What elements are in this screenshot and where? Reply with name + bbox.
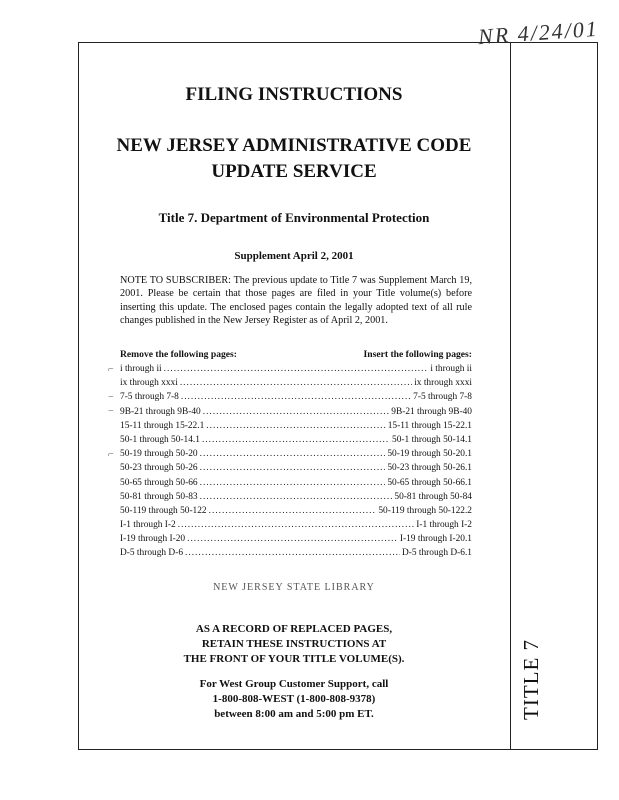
support-notice bbox=[78, 677, 510, 722]
leader-dots bbox=[164, 362, 429, 376]
leader-dots bbox=[206, 419, 385, 433]
insert-range: 50-65 through 50-66.1 bbox=[387, 477, 472, 488]
list-item bbox=[120, 376, 472, 390]
code-title-line1: NEW JERSEY ADMINISTRATIVE CODE bbox=[116, 135, 472, 156]
tab-divider bbox=[510, 42, 511, 750]
title-tab-label: TITLE 7 bbox=[519, 638, 543, 720]
remove-range: 15-11 through 15-22.1 bbox=[120, 420, 205, 431]
leader-dots bbox=[200, 490, 393, 504]
list-item bbox=[120, 490, 472, 504]
supplement-date: Supplement April 2, 2001 bbox=[234, 250, 354, 262]
list-item bbox=[120, 390, 472, 404]
list-item bbox=[120, 433, 472, 447]
list-item bbox=[120, 504, 472, 518]
code-title bbox=[78, 133, 510, 185]
leader-dots bbox=[209, 504, 377, 518]
leader-dots bbox=[187, 532, 398, 546]
record-line1: AS A RECORD OF REPLACED PAGES, bbox=[195, 623, 393, 635]
list-item bbox=[120, 461, 472, 475]
insert-range: 15-11 through 15-22.1 bbox=[387, 420, 472, 431]
handwritten-date: NR 4/24/01 bbox=[477, 15, 600, 50]
insert-range: D-5 through D-6.1 bbox=[401, 548, 472, 559]
leader-dots bbox=[200, 476, 386, 490]
remove-range: 9B-21 through 9B-40 bbox=[120, 406, 201, 417]
list-item bbox=[120, 476, 472, 490]
remove-range: 50-23 through 50-26 bbox=[120, 463, 198, 474]
list-item bbox=[120, 419, 472, 433]
remove-range: 50-81 through 50-83 bbox=[120, 491, 198, 502]
support-hours: between 8:00 am and 5:00 pm ET. bbox=[214, 708, 374, 720]
list-item bbox=[120, 405, 472, 419]
code-title-line2: UPDATE SERVICE bbox=[211, 161, 377, 182]
insert-header: Insert the following pages: bbox=[363, 349, 472, 360]
remove-header: Remove the following pages: bbox=[120, 349, 237, 360]
column-headers bbox=[120, 349, 472, 360]
insert-range: i through ii bbox=[430, 364, 472, 374]
remove-range: i through ii bbox=[120, 364, 162, 374]
list-item bbox=[120, 362, 472, 376]
leader-dots bbox=[200, 461, 386, 475]
leader-dots bbox=[185, 546, 400, 560]
insert-range: 50-23 through 50-26.1 bbox=[387, 463, 472, 474]
insert-range: 50-119 through 50-122.2 bbox=[378, 505, 472, 516]
remove-range: 50-119 through 50-122 bbox=[120, 505, 207, 516]
leader-dots bbox=[180, 376, 412, 390]
record-notice bbox=[78, 622, 510, 667]
insert-range: I-1 through I-2 bbox=[416, 520, 472, 531]
check-mark: − bbox=[108, 406, 114, 417]
record-line3: THE FRONT OF YOUR TITLE VOLUME(S). bbox=[183, 653, 405, 665]
support-line1: For West Group Customer Support, call bbox=[199, 678, 389, 690]
remove-range: 50-19 through 50-20 bbox=[120, 449, 198, 460]
record-line2: RETAIN THESE INSTRUCTIONS AT bbox=[201, 638, 387, 650]
library-stamp: NEW JERSEY STATE LIBRARY bbox=[213, 582, 375, 593]
insert-range: ix through xxxi bbox=[414, 378, 472, 389]
insert-range: 50-81 through 50-84 bbox=[394, 491, 472, 502]
insert-range: 50-1 through 50-14.1 bbox=[392, 434, 472, 445]
remove-range: ix through xxxi bbox=[120, 378, 178, 389]
leader-dots bbox=[203, 405, 390, 419]
support-phone: 1-800-808-WEST (1-800-808-9378) bbox=[212, 693, 376, 705]
page-heading: FILING INSTRUCTIONS bbox=[185, 84, 403, 105]
remove-range: 7-5 through 7-8 bbox=[120, 392, 179, 403]
subscriber-note: NOTE TO SUBSCRIBER: The previous update to Title 7 was Supplement March 19, 2001. Please be certain that those pages are filed in your Title volume(s) before inserting this update. The enclosed pages contain the legally adopted text of all rule changes published in the New Jersey Register as of April 2, 2001. bbox=[120, 275, 472, 327]
check-mark: ⌐ bbox=[108, 449, 114, 460]
insert-range: I-19 through I-20.1 bbox=[399, 534, 472, 545]
leader-dots bbox=[202, 433, 390, 447]
list-item bbox=[120, 532, 472, 546]
remove-range: D-5 through D-6 bbox=[120, 548, 184, 559]
leader-dots bbox=[181, 390, 411, 404]
remove-range: 50-65 through 50-66 bbox=[120, 477, 198, 488]
title-line: Title 7. Department of Environmental Protection bbox=[158, 210, 430, 225]
insert-range: 9B-21 through 9B-40 bbox=[391, 406, 472, 417]
remove-range: 50-1 through 50-14.1 bbox=[120, 434, 200, 445]
list-item bbox=[120, 447, 472, 461]
leader-dots bbox=[200, 447, 386, 461]
check-mark: ⌐ bbox=[108, 364, 114, 375]
list-item bbox=[120, 518, 472, 532]
leader-dots bbox=[178, 518, 415, 532]
pages-list bbox=[120, 362, 472, 561]
list-item bbox=[120, 546, 472, 560]
remove-range: I-19 through I-20 bbox=[120, 534, 186, 545]
insert-range: 50-19 through 50-20.1 bbox=[387, 449, 472, 460]
insert-range: 7-5 through 7-8 bbox=[413, 392, 472, 403]
remove-range: I-1 through I-2 bbox=[120, 520, 176, 531]
check-mark: − bbox=[108, 392, 114, 403]
